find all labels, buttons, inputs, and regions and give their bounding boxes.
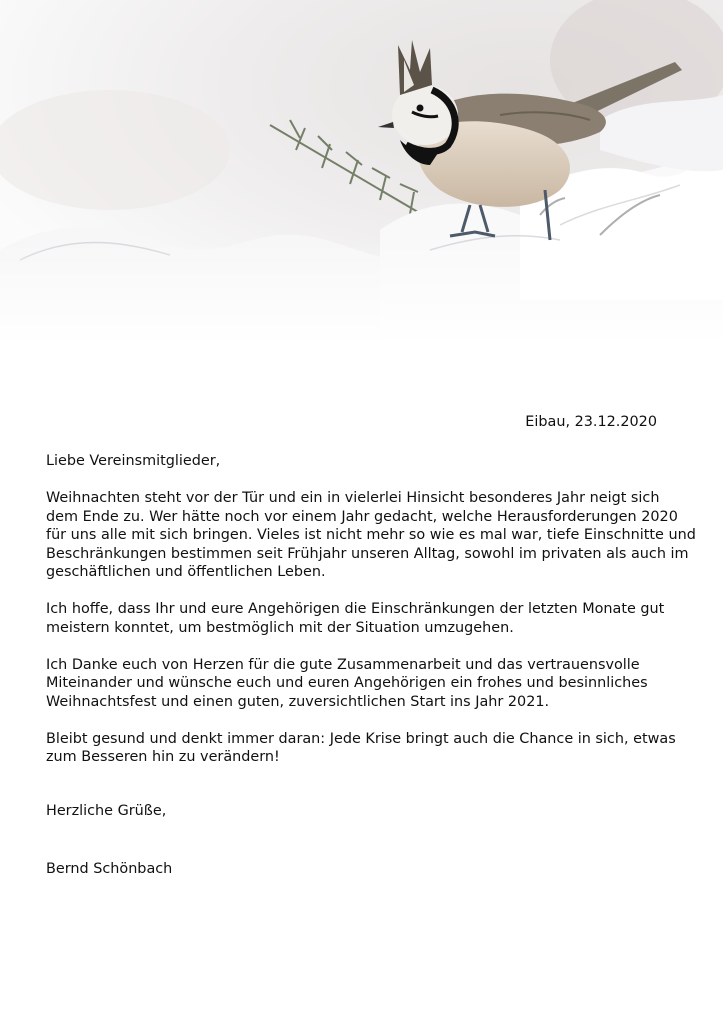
letter-paragraph: Ich Danke euch von Herzen für die gute Zusammenarbeit und das vertrauensvolle Miteinander und wünsche euch und euren Angehörigen ein frohes und besinnliches Weihnachtsfest und einen guten, zuversichtlichen Start ins Jahr 2021.: [46, 656, 648, 710]
letter-paragraph: Weihnachten steht vor der Tür und ein in vielerlei Hinsicht besonderes Jahr neigt sich dem Ende zu. Wer hätte noch vor einem Jahr gedacht, welche Herausforderungen 2020 für uns alle mit sich bringen. Vieles ist nicht mehr so wie es mal war, tiefe Einschnitte und Beschränkungen bestimmen seit Frühjahr unseren Alltag, sowohl im privaten als auch im geschäftlichen und öffentlichen Leben.: [46, 490, 696, 580]
letter-date: Eibau, 23.12.2020: [525, 414, 657, 430]
letter-signature: Bernd Schönbach: [46, 861, 173, 877]
letter-paragraph: Ich hoffe, dass Ihr und eure Angehörigen die Einschränkungen der letzten Monate gut meistern konntet, um bestmöglich mit der Situation umzugehen.: [46, 601, 665, 636]
header-photo-crested-tit-on-snowy-branch: [0, 0, 723, 345]
letter-salutation: Liebe Vereinsmitglieder,: [46, 453, 221, 469]
letter-closing: Herzliche Grüße,: [46, 802, 167, 819]
letter-paragraph: Bleibt gesund und denkt immer daran: Jede Krise bringt auch die Chance in sich, etwas zum Besseren hin zu verändern!: [46, 730, 676, 765]
letter-body: [46, 452, 696, 879]
